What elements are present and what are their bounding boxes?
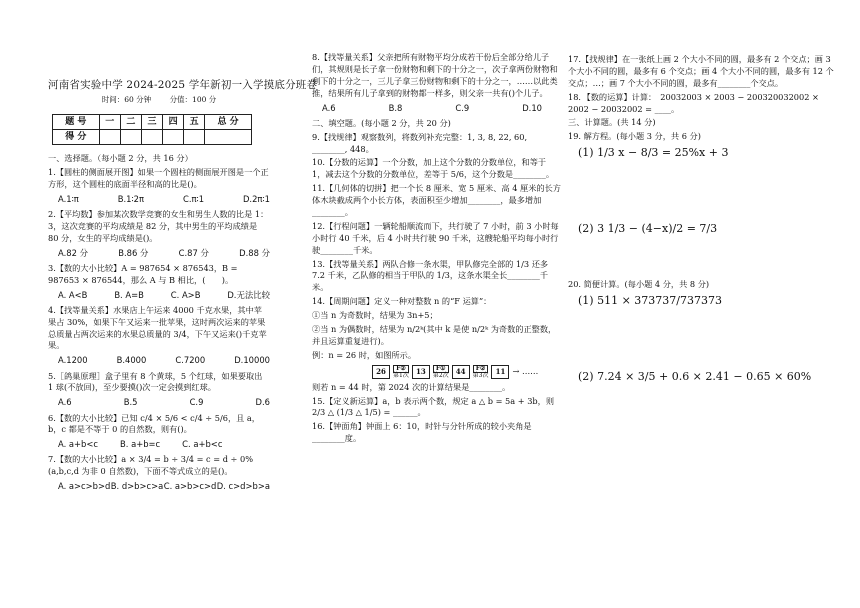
question-9: 9.【找规律】观察数列，将数列补充完整：1, 3, 8, 22, 60, ________, 448。: [312, 131, 528, 154]
score-input-cell: [120, 130, 141, 145]
section-calc-heading: 三、计算题。(共 14 分): [568, 117, 656, 128]
option: C. a+b<c: [182, 439, 223, 450]
score-input-cell: [163, 130, 184, 145]
option: A.1200: [58, 355, 88, 366]
question-6-options: [48, 436, 270, 452]
question-5-options: [48, 394, 270, 410]
option: D.10: [522, 102, 542, 113]
score-cell: 得 分: [53, 130, 100, 145]
question-10: 10.【分数的运算】一个分数，加上这个分数的分数单位，和等于 1，减去这个分数的分数单位，差等于 5/6，这个分数是________。: [312, 157, 555, 180]
flow-step-count: 第3次: [472, 371, 489, 379]
option: C. a>b>c>d: [163, 481, 217, 492]
expression-20-2: (2) 7.24 × 3/5 + 0.6 × 2.41 − 0.65 × 60%: [578, 369, 812, 383]
option: A.82 分: [58, 247, 88, 258]
option: C.7200: [175, 355, 206, 366]
column-middle: [312, 50, 562, 445]
answer-space: [568, 161, 836, 219]
equation-19-2: (2) 3 1/3 − (4−x)/2 = 7/3: [578, 222, 718, 236]
option: D.88 分: [239, 247, 270, 258]
exam-score: 分值：100 分: [169, 95, 217, 105]
flow-value: 11: [491, 365, 509, 379]
score-input-cell: [141, 130, 162, 145]
question-4-options: [48, 352, 270, 368]
score-table: [52, 114, 252, 145]
flow-step: [393, 365, 409, 379]
column-left: [48, 78, 318, 494]
score-cell: 三: [141, 115, 162, 130]
exam-meta: [48, 95, 270, 106]
option: A.6: [58, 397, 72, 408]
question-14: 14.【周期问题】定义一种对整数 n 的“F 运算”：: [312, 296, 492, 307]
f-operation-flow-diagram: [372, 365, 562, 379]
score-cell: 四: [163, 115, 184, 130]
flow-value: 44: [452, 365, 470, 379]
question-14-rule-odd: ①当 n 为奇数时，结果为 3n+5；: [312, 310, 438, 321]
flow-step: [433, 365, 449, 379]
option: B. a+b=c: [120, 439, 161, 450]
option: A. A<B: [58, 289, 88, 300]
question-13: 13.【找等量关系】两队合修一条水渠，甲队修完全部的 1/3 还多 7.2 千米，乙队修的相当于甲队的 1/3，这条水渠全长________千米。: [312, 258, 549, 293]
question-16: 16.【钟面角】钟面上 6：10，时针与分针所成的较小夹角是________度。: [312, 421, 532, 444]
score-cell: 一: [99, 115, 120, 130]
question-2: 2.【平均数】参加某次数学竞赛的女生和男生人数的比是 1：3，这次竞赛的平均成绩是 82 分，其中男生的平均成绩是 80 分，女生的平均成绩是()。: [48, 208, 269, 243]
question-3-options: [48, 287, 270, 303]
question-7-options: [48, 478, 270, 494]
answer-space: [568, 309, 836, 367]
question-1-options: [48, 191, 270, 207]
option: C.9: [189, 397, 204, 408]
flow-step-label: F②: [473, 365, 489, 373]
flow-step: [473, 365, 489, 379]
exam-time: 时间：60 分钟: [101, 95, 152, 105]
score-input-cell: [99, 130, 120, 145]
option: B.5: [123, 397, 138, 408]
equation-19-1: (1) 1/3 x − 8/3 = 25%x + 3: [578, 146, 729, 160]
option: A. a+b<c: [58, 439, 98, 450]
flow-step-label: F①: [433, 365, 449, 373]
flow-value: 26: [372, 365, 390, 379]
option: A.1∶π: [58, 193, 79, 204]
section-choice-heading: 一、选择题。（每小题 2 分，共 16 分）: [48, 153, 193, 164]
option: D.10000: [234, 355, 270, 366]
question-14-rule-even: ②当 n 为偶数时，结果为 n/2ᵏ(其中 k 是使 n/2ᵏ 为奇数的正整数，并且运算重复进行)。: [312, 324, 557, 346]
question-20: 20. 简便计算。(每小题 4 分，共 8 分): [568, 279, 710, 290]
question-19: 19. 解方程。(每小题 3 分，共 6 分): [568, 131, 701, 142]
question-14-ask: 则若 n = 44 时，第 2024 次的计算结果是________。: [312, 381, 511, 392]
option: D.2π∶1: [242, 193, 270, 204]
flow-step-label: F②: [393, 365, 409, 373]
option: D.6: [255, 397, 270, 408]
section-fill-heading: 二、填空题。(每小题 2 分，共 20 分): [312, 117, 451, 128]
question-4: 4.【找等量关系】水果店上午运来 4000 千克水果，其中苹果占 30%，如果下午又运来一批苹果，这时两次运来的苹果总质量占两次运来的水果总质量的 3/4，下午又运来()千克苹果。: [48, 304, 267, 351]
option: C.π∶1: [182, 193, 205, 204]
option: B. A=B: [114, 289, 144, 300]
question-15: 15.【定义新运算】a，b 表示两个数，规定 a △ b = 5a + 3b，则 2/3 △ (1/3 △ 1/5) = ______。: [312, 395, 555, 418]
score-cell: 二: [120, 115, 141, 130]
question-14-example: 例：n = 26 时，如图所示。: [312, 349, 417, 360]
option: A. a>c>b>d: [58, 481, 111, 492]
question-7: 7.【数的大小比较】a × 3/4 = b ÷ 3/4 = c = d ÷ 0%(a,b,c,d 为非 0 自然数)，下面不等式成立的是()。: [48, 454, 253, 477]
question-17: 17.【找规律】在一张纸上画 2 个大小不同的圆，最多有 2 个交点；画 3 个大小不同的圆，最多有 6 个交点；画 4 个大小不同的圆，最多有 12 个交点；…；画 7 个大小不同的圆，最多有________个交点。: [568, 54, 834, 88]
option: B.4000: [116, 355, 147, 366]
option: B.86 分: [118, 247, 149, 258]
option: B.8: [388, 102, 403, 113]
question-2-options: [48, 245, 270, 261]
option: C. A>B: [170, 289, 201, 300]
page-title: 河南省实验中学 2024-2025 学年新初一入学摸底分班卷: [48, 79, 318, 91]
expression-20-1: (1) 511 × 373737/737373: [578, 294, 722, 307]
question-11: 11.【几何体的切拼】把一个长 8 厘米、宽 5 厘米、高 4 厘米的长方体木块截成两个小长方体，表面积至少增加________，最多增加________。: [312, 183, 561, 217]
option: A.6: [322, 102, 336, 113]
question-1: 1.【圆柱的侧面展开图】如果一个圆柱的侧面展开图是一个正方形，这个圆柱的底面半径和高的比是()。: [48, 166, 269, 189]
score-cell: 五: [184, 115, 205, 130]
question-8-options: [312, 100, 562, 116]
score-input-cell: [184, 130, 205, 145]
question-5: 5.［鸽巢原理］盒子里有 8 个黄球，5 个红球，如果要取出 1 球(不放回)，至少要摸()次一定会摸到红球。: [48, 370, 263, 393]
question-8: 8.【找等量关系】父亲把所有财物平均分成若干份后全部分给儿子们，其规则是长子拿一份财物和剩下的十分之一，次子拿两份财物和剩下的十分之一，三儿子拿三份财物和剩下的十分之一，……以此类推，结果所有儿子拿到的财物都一样多，则父亲一共有()个儿子。: [312, 52, 558, 98]
question-6: 6.【数的大小比较】已知 c/4 × 5/6 < c/4 ÷ 5/6，且 a，b，c 都是不等于 0 的自然数，则有()。: [48, 412, 260, 435]
question-18: 18．【数的运算】计算： 20032003 × 2003 − 200320032002 × 2002 − 20032002 = ____。: [568, 91, 819, 114]
flow-value: 13: [412, 365, 430, 379]
question-3: 3.【数的大小比较】A = 987654 × 876543，B = 987653 × 876544，那么 A 与 B 相比，( )。: [48, 262, 238, 285]
column-right: [568, 52, 836, 385]
score-table-score-row: [53, 130, 252, 145]
option: C.9: [455, 102, 470, 113]
question-12: 12.【行程问题】一辆轮船顺流而下，共行驶了 7 小时，前 3 小时每小时行 40 千米，后 4 小时共行驶 90 千米，这艘轮船平均每小时行驶________千米。: [312, 220, 559, 255]
score-cell: 题 号: [53, 115, 100, 130]
flow-ellipsis: → ……: [512, 365, 539, 376]
option: B. d>b>c>a: [110, 481, 164, 492]
option: C.87 分: [178, 247, 209, 258]
answer-space: [568, 237, 836, 277]
option: B.1∶2π: [117, 193, 145, 204]
score-input-cell: [205, 130, 252, 145]
score-cell: 总 分: [205, 115, 252, 130]
flow-step-count: 第2次: [432, 371, 449, 379]
score-table-header-row: [53, 115, 252, 130]
flow-step-count: 第1次: [393, 371, 409, 379]
option: D.无法比较: [227, 289, 270, 300]
option: D. c>d>b>a: [216, 481, 270, 492]
